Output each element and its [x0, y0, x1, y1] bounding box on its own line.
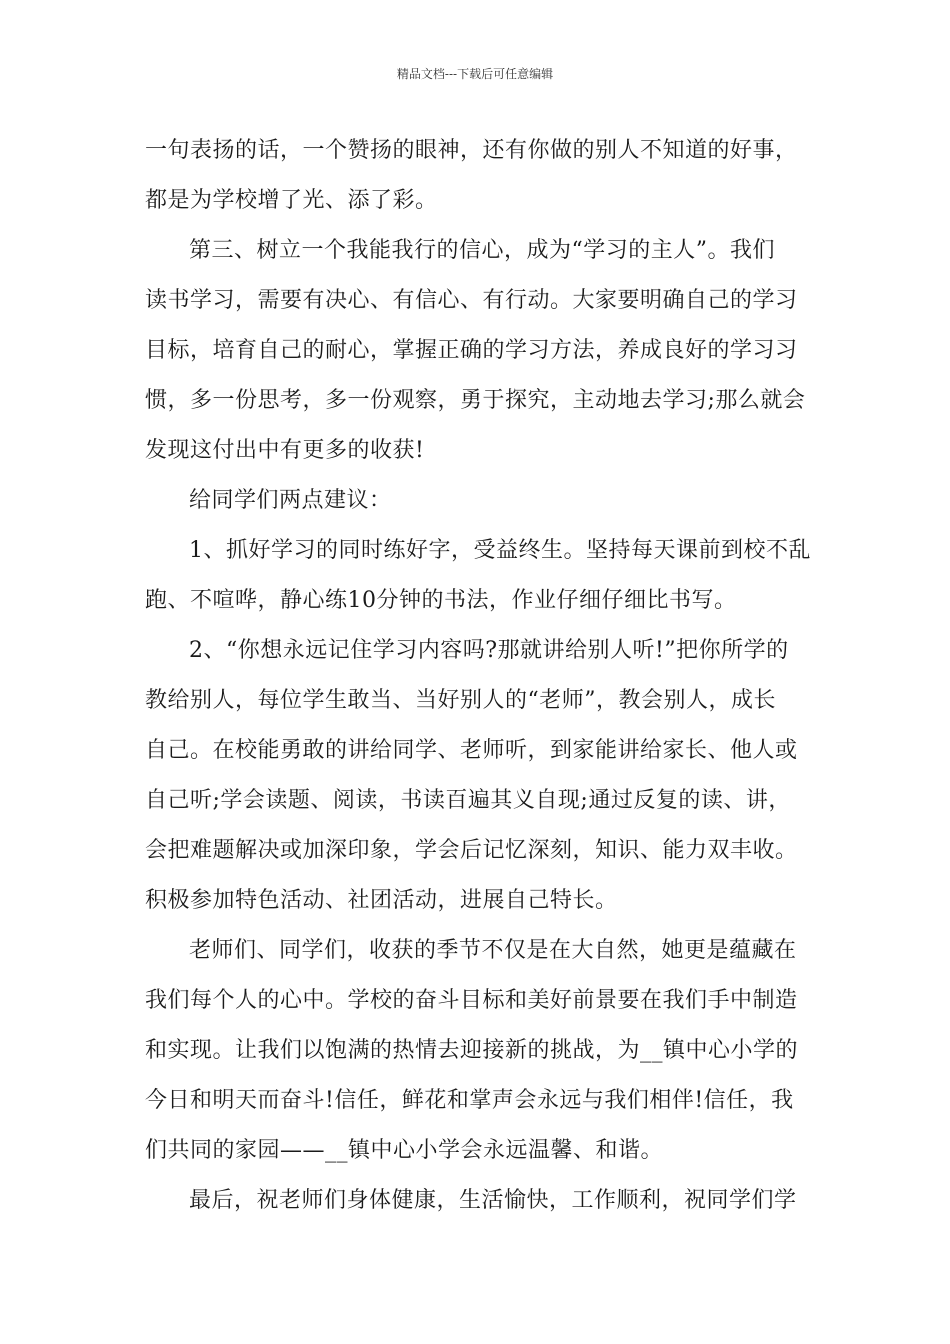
text-line: 发现这付出中有更多的收获!	[145, 438, 425, 463]
text-line: 今日和明天而奋斗!信任，鲜花和掌声会永远与我们相伴!信任，我	[145, 1088, 794, 1113]
text-line: 跑、不喧哗，静心练10分钟的书法，作业仔细仔细比书写。	[145, 588, 737, 613]
text-line: 自己。在校能勇敢的讲给同学、老师听，到家能讲给家长、他人或	[145, 738, 798, 763]
text-line: 一句表扬的话，一个赞扬的眼神，还有你做的别人不知道的好事，	[145, 138, 798, 163]
text-line: 2、“你想永远记住学习内容吗?那就讲给别人听!”把你所学的	[189, 638, 789, 663]
page-header: 精品文档---下载后可任意编辑	[396, 67, 554, 81]
text-line: 自己听;学会读题、阅读，书读百遍其义自现;通过反复的读、讲，	[145, 788, 791, 813]
text-line: 和实现。让我们以饱满的热情去迎接新的挑战，为__镇中心小学的	[145, 1038, 799, 1063]
text-line: 最后，祝老师们身体健康，生活愉快，工作顺利，祝同学们学	[189, 1188, 797, 1213]
text-line: 1、抓好学习的同时练好字，受益终生。坚持每天课前到校不乱	[189, 538, 811, 563]
text-line: 第三、树立一个我能我行的信心，成为“学习的主人”。我们	[189, 238, 775, 263]
text-line: 会把难题解决或加深印象，学会后记忆深刻，知识、能力双丰收。	[145, 838, 798, 863]
text-line: 教给别人，每位学生敢当、当好别人的“老师”，教会别人，成长	[145, 688, 776, 713]
text-line: 都是为学校增了光、添了彩。	[145, 188, 438, 213]
text-line: 们共同的家园——__镇中心小学会永远温馨、和谐。	[145, 1138, 664, 1163]
text-line: 老师们、同学们，收获的季节不仅是在大自然，她更是蕴藏在	[189, 938, 797, 963]
text-line: 惯，多一份思考，多一份观察，勇于探究，主动地去学习;那么就会	[145, 388, 806, 413]
text-line: 读书学习，需要有决心、有信心、有行动。大家要明确自己的学习	[145, 288, 798, 313]
text-line: 我们每个人的心中。学校的奋斗目标和美好前景要在我们手中制造	[145, 988, 798, 1013]
document-body	[145, 126, 815, 1226]
text-line: 积极参加特色活动、社团活动，进展自己特长。	[145, 888, 618, 913]
text-line: 目标，培育自己的耐心，掌握正确的学习方法，养成良好的学习习	[145, 338, 798, 363]
text-line: 给同学们两点建议：	[189, 488, 392, 513]
